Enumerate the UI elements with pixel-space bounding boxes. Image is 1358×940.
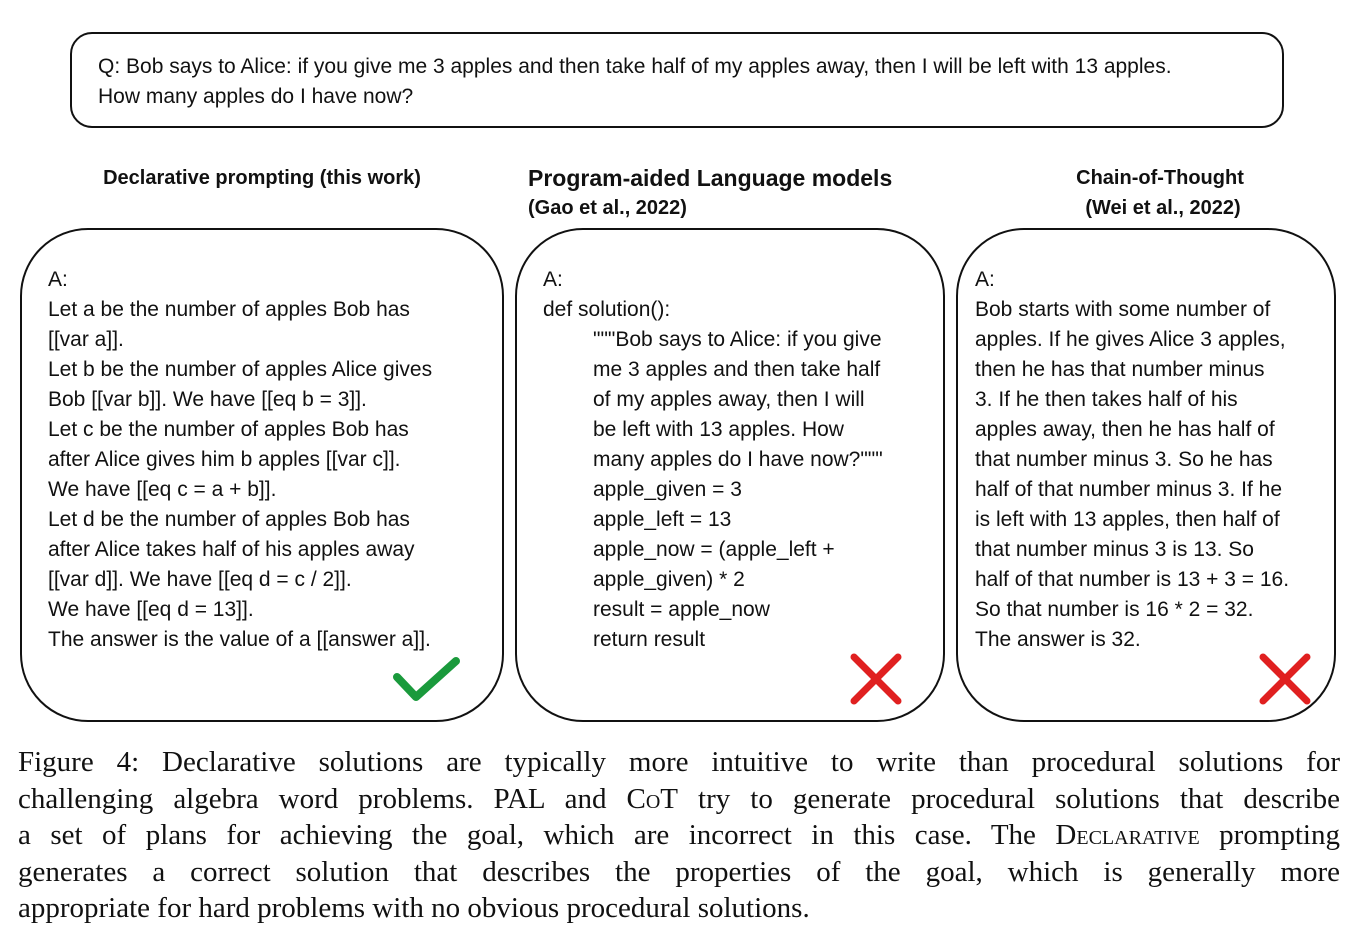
code-line: me 3 apples and then take half [593,358,881,381]
solution-line: The answer is 32. [975,628,1141,651]
declarative-panel [20,228,504,722]
code-line: of my apples away, then I will [593,388,865,411]
code-line: apple_now = (apple_left + [593,538,835,561]
check-icon [392,655,462,705]
code-line: apple_left = 13 [593,508,732,531]
code-line: return result [593,628,706,651]
cot-panel [956,228,1336,722]
caption-line: Figure 4: Declarative solutions are typically more intuitive to write than procedural solutions for [18,746,1340,778]
solution-line: A: [543,268,563,291]
solution-line: that number minus 3. So he has [975,448,1273,471]
code-line: apple_given) * 2 [593,568,745,591]
solution-line: that number minus 3 is 13. So [975,538,1254,561]
caption-line: appropriate for hard problems with no obvious procedural solutions. [18,892,810,924]
caption-line [18,817,1340,854]
solution-line: def solution(): [543,298,671,321]
declarative-title [20,163,504,193]
cot-title [1060,163,1260,223]
declarative-title-text: Declarative prompting (this work) [103,167,421,189]
code-line: be left with 13 apples. How [593,418,844,441]
solution-line: after Alice takes half of his apples away [48,538,415,561]
solution-line: The answer is the value of a [[answer a]]. [48,628,431,651]
pal-title-line2: (Gao et al., 2022) [528,197,687,219]
question-line: Q: Bob says to Alice: if you give me 3 apples and then take half of my apples away, then I will be left with 13 apples. [98,55,1172,78]
solution-line: half of that number minus 3. If he [975,478,1283,501]
solution-line: after Alice gives him b apples [[var c]]. [48,448,401,471]
pal-title [528,163,924,223]
solution-line: is left with 13 apples, then half of [975,508,1280,531]
pal-title-line1: Program-aided Language models [528,165,893,191]
caption-cot-smallcaps: CoT [626,782,678,815]
caption-text: prompting [1199,819,1340,851]
solution-line: [[var a]]. [48,328,124,351]
cross-icon [1258,652,1312,706]
solution-line: Let b be the number of apples Alice gives [48,358,433,381]
solution-line: Bob starts with some number of [975,298,1271,321]
solution-line: Let a be the number of apples Bob has [48,298,410,321]
code-line: """Bob says to Alice: if you give [593,328,882,351]
code-line: many apples do I have now?""" [593,448,883,471]
solution-line: Let c be the number of apples Bob has [48,418,409,441]
cot-title-line1: Chain-of-Thought [1076,167,1244,189]
solution-line: So that number is 16 * 2 = 32. [975,598,1254,621]
question-box [70,32,1284,128]
cross-icon [848,652,904,706]
solution-line: [[var d]]. We have [[eq d = c / 2]]. [48,568,352,591]
caption-text: try to generate procedural solutions that describe [678,782,1340,815]
solution-line: half of that number is 13 + 3 = 16. [975,568,1290,591]
caption-line: generates a correct solution that describes the properties of the goal, which is generally more [18,855,1340,888]
solution-line: Bob [[var b]]. We have [[eq b = 3]]. [48,388,367,411]
caption-declarative-smallcaps: Declarative [1055,819,1200,851]
code-line: apple_given = 3 [593,478,742,501]
caption-line [18,781,1340,818]
figure-caption [18,744,1340,927]
caption-text: challenging algebra word problems. PAL and [18,782,627,815]
solution-line: We have [[eq c = a + b]]. [48,478,277,501]
solution-line: apples away, then he has half of [975,418,1275,441]
solution-line: A: [975,268,995,291]
pal-panel [515,228,945,722]
code-line: result = apple_now [593,598,770,621]
solution-line: apples. If he gives Alice 3 apples, [975,328,1286,351]
solution-line: We have [[eq d = 13]]. [48,598,254,621]
solution-line: Let d be the number of apples Bob has [48,508,410,531]
solution-line: then he has that number minus [975,358,1265,381]
solution-line: 3. If he then takes half of his [975,388,1238,411]
caption-text: a set of plans for achieving the goal, which are incorrect in this case. The [18,819,1056,851]
cot-title-line2: (Wei et al., 2022) [1085,197,1241,219]
solution-line: A: [48,268,68,291]
question-line: How many apples do I have now? [98,85,414,108]
